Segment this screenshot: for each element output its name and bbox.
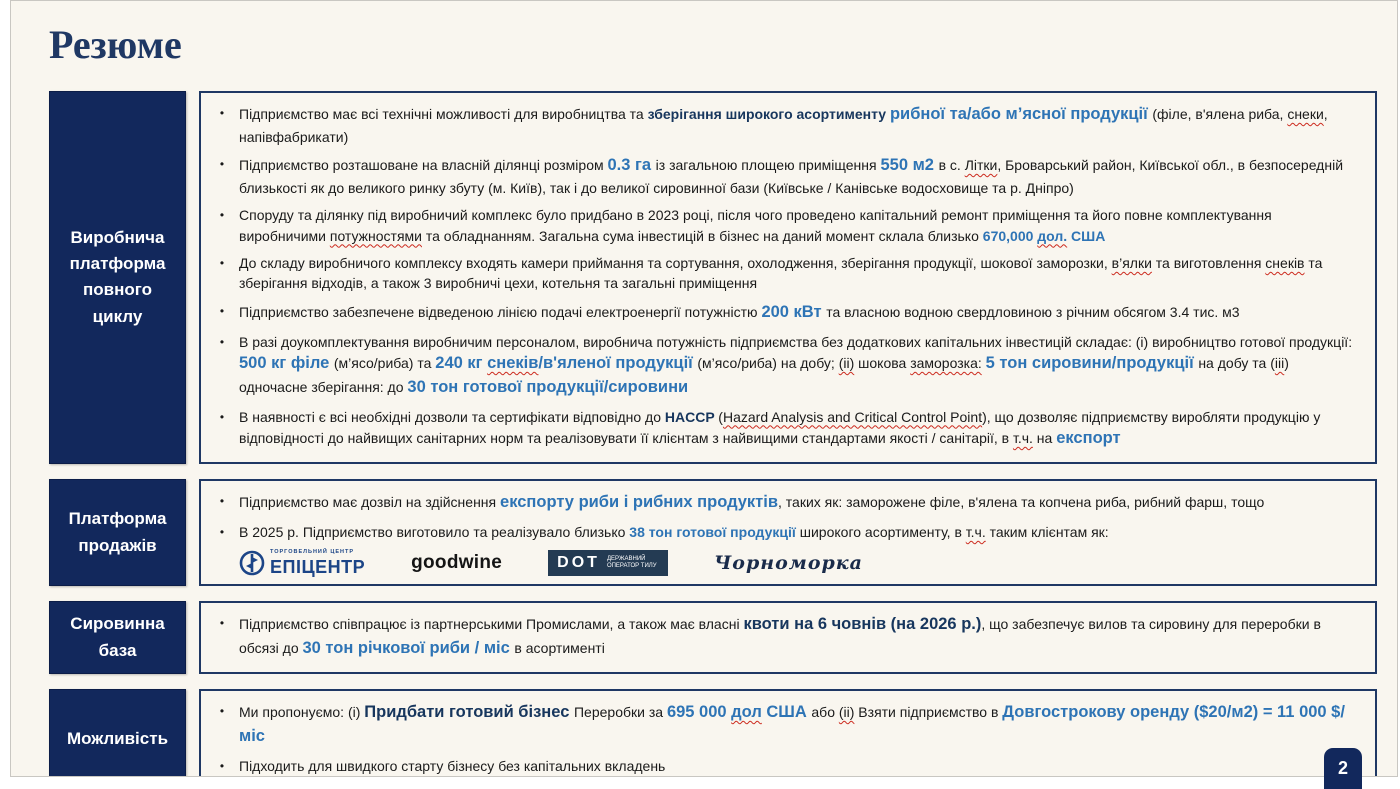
bullet-text — [239, 301, 1359, 325]
dot-logo — [548, 550, 668, 576]
text-segment: 5 тон сировини/продукції — [985, 353, 1199, 372]
text-segment: В разі доукомплектування виробничим персоналом, виробнича потужність підприємства без додаткових капітальних інвестицій складає: (і) виробництво готової продукції: — [239, 333, 1353, 350]
section-label-box — [49, 91, 186, 464]
bullet-item — [205, 701, 1359, 749]
text-segment: 550 м2 — [880, 156, 939, 175]
text-segment: (філе, в'ялена риба, — [1152, 106, 1288, 122]
text-segment: 30 тон річкової риби / міс — [302, 639, 515, 658]
client-logos-row — [239, 550, 1359, 576]
text-segment: Довгострокову оренду ($20/м2) = 11 000 $/міс — [239, 702, 1345, 745]
bullet-text — [239, 491, 1359, 515]
section-content-box — [199, 91, 1377, 464]
text-segment: дол — [731, 702, 762, 721]
bullet-marker: • — [219, 524, 225, 539]
section-content-box — [199, 689, 1377, 777]
text-segment: на — [1032, 429, 1057, 446]
text-segment: із загальною площею приміщення — [655, 157, 881, 174]
epicentr-tagline: ТОРГОВЕЛЬНИЙ ЦЕНТР — [270, 549, 355, 556]
text-segment: Підприємство має дозвіл на здійснення — [239, 493, 501, 510]
text-segment: , таких як: заморожене філе, в'ялена та копчена риба, рибний фарш, тощо — [778, 493, 1265, 510]
bullet-marker: • — [219, 256, 225, 271]
text-segment: в’ялки — [1111, 255, 1152, 272]
text-segment: та власною водною свердловиною з річним обсягом 3.4 тис. м3 — [826, 303, 1240, 320]
bullet-item — [205, 407, 1359, 451]
text-segment: в с. — [938, 157, 965, 174]
bullet-item — [205, 522, 1359, 542]
section-label: Сировинна база — [70, 614, 165, 660]
bullet-item — [205, 301, 1359, 325]
text-segment: снеки — [1287, 106, 1324, 122]
text-segment: та зберігання відходів, а також 3 виробничі цехи, котельня та загальні приміщення — [239, 255, 1323, 292]
text-segment: таким клієнтам як: — [985, 523, 1109, 540]
text-segment: ііі — [1274, 354, 1285, 371]
text-segment: Підходить для швидкого старту бізнесу без капітальних вкладень — [239, 757, 666, 774]
text-segment: Придбати готовий бізнес — [364, 702, 574, 721]
text-segment: (іі) — [838, 354, 855, 371]
text-segment: або — [811, 703, 839, 720]
bullet-text — [239, 701, 1359, 749]
text-segment: (м’ясо/риба) та — [333, 354, 436, 371]
section-content-box — [199, 601, 1377, 674]
text-segment: /в'яленої продукції — [538, 353, 698, 372]
text-segment: дол. — [1037, 227, 1068, 244]
section-label: Виробнича платформа повного циклу — [69, 227, 166, 326]
text-segment: в асортименті — [514, 640, 605, 657]
bullet-marker: • — [219, 106, 225, 120]
text-segment: широкого асортименту, в — [799, 523, 966, 540]
text-segment: рибної та/або м’ясної продукції — [889, 105, 1153, 123]
bullet-marker: • — [219, 409, 225, 424]
bullet-item — [205, 332, 1359, 400]
page-number-badge — [1324, 748, 1362, 789]
bullet-item — [205, 205, 1359, 246]
text-segment: Переробки за — [573, 703, 667, 720]
text-segment: Ми пропонуємо: (і) — [239, 703, 365, 720]
text-segment: До складу виробничого комплексу входять камери приймання та сортування, охолодження, зберігання продукції, шокової заморозки, — [239, 255, 1112, 272]
text-segment: (м’ясо/риба) на добу; — [697, 354, 839, 371]
text-segment: на добу та ( — [1198, 354, 1275, 371]
text-segment: США — [761, 702, 812, 721]
section-row — [49, 689, 1377, 777]
text-segment: та виготовлення — [1151, 255, 1266, 272]
text-segment: 695 000 — [666, 702, 732, 721]
epicentr-target-icon — [239, 550, 265, 576]
section-label-box — [49, 689, 186, 777]
text-segment: зберігання широкого асортименту — [647, 106, 890, 122]
text-segment: 240 кг — [435, 353, 488, 372]
text-segment: та обладнанням. Загальна сума інвестицій в бізнес на даний момент склала близько — [421, 227, 983, 244]
text-segment: 0.3 га — [607, 156, 656, 175]
bullet-text — [239, 407, 1359, 451]
section-label: Можливість — [66, 728, 169, 748]
text-segment: 30 тон готової продукції/сировини — [407, 377, 689, 396]
text-segment: Підприємство співпрацює із партнерськими Промислами, а також має власні — [239, 616, 744, 633]
text-segment: Літки — [964, 157, 998, 174]
text-segment: HACCP — [664, 408, 719, 425]
text-segment: снеків — [1265, 255, 1305, 272]
section-label: Платформа продажів — [68, 509, 167, 555]
bullet-text — [239, 253, 1359, 294]
slide — [10, 0, 1398, 777]
epicentr-name: ЕПІЦЕНТР — [270, 556, 366, 577]
text-segment: 500 кг філе — [239, 353, 334, 372]
goodwine-logo: goodwine — [411, 552, 503, 574]
text-segment: ) одночасне зберігання: до — [239, 354, 1289, 395]
bullet-item — [205, 154, 1359, 198]
text-segment: 38 тон готової продукції — [629, 523, 800, 540]
text-segment: 200 кВт — [761, 302, 827, 321]
bullet-text — [239, 205, 1359, 246]
text-segment: , напівфабрикати) — [239, 106, 1328, 145]
text-segment: снеків — [487, 353, 539, 372]
section-row — [49, 601, 1377, 674]
text-segment: Hazard Analysis and Critical Control Point — [722, 408, 983, 425]
bullet-text — [239, 103, 1359, 147]
text-segment: , Броварський район, Київської обл., в безпосередній близькості як до великого ринку збуту (м. Київ), так і до великої сировинної бази (Київське / Канівське водосховище та р. Дніпро) — [239, 157, 1344, 197]
bullet-text — [239, 756, 1359, 776]
dot-name: DOT — [557, 554, 600, 572]
bullet-marker: • — [219, 208, 225, 223]
bullet-marker: • — [219, 303, 225, 318]
bullet-text — [239, 522, 1359, 542]
bullet-marker: • — [219, 703, 225, 718]
bullet-item — [205, 756, 1359, 776]
section-content-box — [199, 479, 1377, 586]
bullet-item — [205, 103, 1359, 147]
bullet-item — [205, 491, 1359, 515]
text-segment: заморозка: — [910, 354, 982, 371]
text-segment: шокова — [854, 354, 911, 371]
text-segment: США — [1067, 227, 1106, 244]
text-segment: В наявності є всі необхідні дозволи та сертифікати відповідно до — [239, 408, 665, 425]
text-segment: квоти на 6 човнів (на 2026 р.) — [743, 615, 982, 634]
dot-tagline: ДЕРЖАВНИЙ ОПЕРАТОР ТИЛУ — [606, 555, 657, 570]
bullet-marker: • — [219, 334, 225, 349]
text-segment: ( — [718, 408, 723, 425]
text-segment: т.ч. — [965, 523, 986, 540]
section-row — [49, 91, 1377, 464]
text-segment: т.ч. — [1012, 429, 1033, 446]
text-segment: , що забезпечує вилов та сировину для переробки в обсязі до — [239, 616, 1321, 657]
section-label-box — [49, 601, 186, 674]
sections — [49, 91, 1377, 777]
text-segment: 670,000 — [982, 227, 1038, 244]
bullet-marker: • — [219, 616, 225, 631]
bullet-item — [205, 253, 1359, 294]
bullet-text — [239, 154, 1359, 198]
text-segment: експорту риби і рибних продуктів — [500, 492, 778, 511]
bullet-marker: • — [219, 157, 225, 172]
epicentr-logo — [239, 550, 365, 576]
chornomorka-logo: Чорноморка — [713, 552, 863, 575]
text-segment: (іі) — [838, 703, 855, 720]
epicentr-wordmark — [270, 550, 365, 576]
text-segment: Підприємство розташоване на власній ділянці розміром — [239, 157, 608, 174]
bullet-marker: • — [219, 758, 225, 773]
bullet-marker: • — [219, 493, 225, 508]
text-segment: Споруду та ділянку під виробничий комплекс було придбано в 2023 році, після чого проведено капітальний ремонт приміщення та його повне комплектування виробничими — [239, 207, 1272, 244]
bullet-text — [239, 613, 1359, 661]
text-segment: Підприємство забезпечене відведеною лінією подачі електроенергії потужністю — [239, 303, 762, 320]
page-title: Резюме — [49, 22, 182, 67]
section-row — [49, 479, 1377, 586]
text-segment: потужностями — [329, 227, 422, 244]
bullet-text — [239, 332, 1359, 400]
text-segment: експорт — [1056, 428, 1121, 447]
text-segment: Підприємство має всі технічні можливості для виробництва та — [239, 106, 648, 122]
page-number-value: 2 — [1337, 758, 1348, 778]
text-segment: ), що дозволяє підприємству виробляти продукцію у відповідності до найвищих санітарних норм та реалізовувати її клієнтам з найвищими стандартами якості / санітарії, в — [239, 408, 1321, 446]
text-segment: В 2025 р. Підприємство виготовило та реалізувало близько — [239, 523, 630, 540]
bullet-item — [205, 613, 1359, 661]
section-label-box — [49, 479, 186, 586]
text-segment: Взяти підприємство в — [854, 703, 1003, 720]
